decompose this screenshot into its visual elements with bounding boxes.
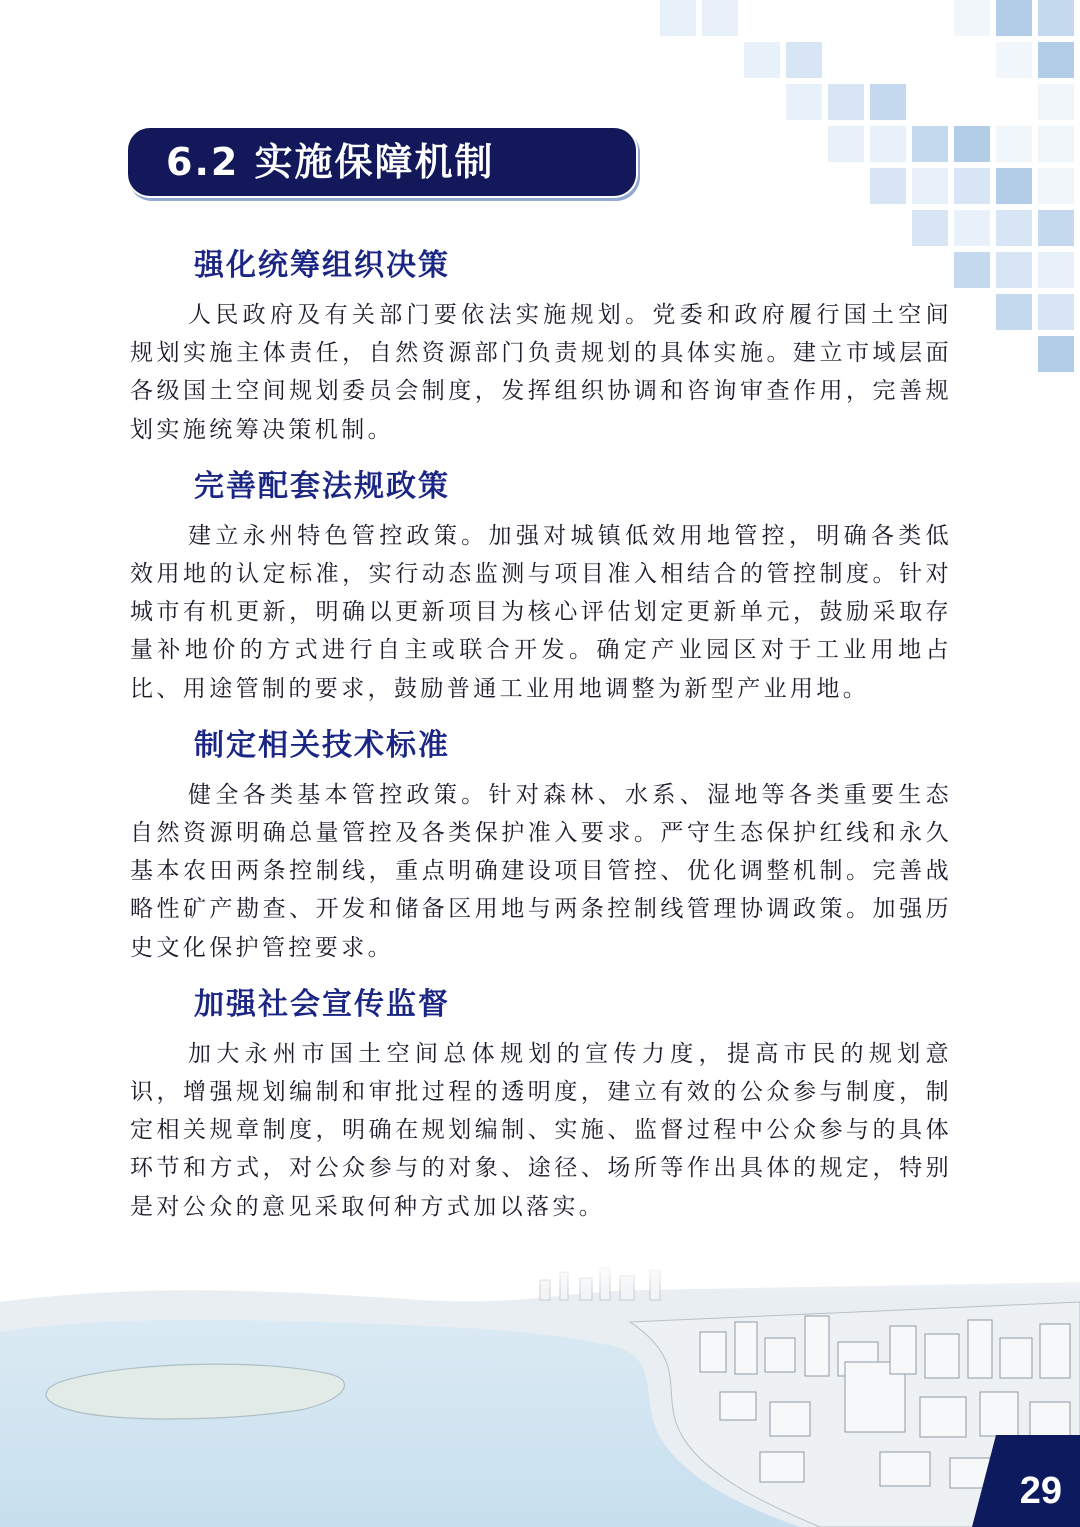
section-block [130, 722, 952, 967]
mosaic-tile [870, 84, 906, 120]
mosaic-tile [870, 168, 906, 204]
section-block [130, 242, 952, 449]
mosaic-tile [912, 210, 948, 246]
section-block [130, 981, 952, 1226]
mosaic-tile [996, 0, 1032, 36]
mosaic-tile [1038, 0, 1074, 36]
section-heading: 制定相关技术标准 [194, 727, 450, 763]
section-block [130, 463, 952, 708]
mosaic-tile [996, 210, 1032, 246]
mosaic-tile [1038, 294, 1074, 330]
section-paragraph: 健全各类基本管控政策。针对森林、水系、湿地等各类重要生态自然资源明确总量管控及各类保护准入要求。严守生态保护红线和永久基本农田两条控制线，重点明确建设项目管控、优化调整机制。完善战略性矿产勘查、开发和储备区用地与两条控制线管理协调政策。加强历史文化保护管控要求。 [130, 781, 952, 961]
mosaic-tile [996, 126, 1032, 162]
mosaic-tile [786, 42, 822, 78]
mosaic-tile [954, 252, 990, 288]
content-area [130, 242, 952, 1240]
mosaic-tile [1038, 252, 1074, 288]
page-number: 29 [1019, 1470, 1062, 1512]
mosaic-tile [954, 126, 990, 162]
section-heading: 加强社会宣传监督 [194, 986, 450, 1022]
mosaic-tile [660, 0, 696, 36]
section-heading: 完善配套法规政策 [194, 468, 450, 504]
section-paragraph: 人民政府及有关部门要依法实施规划。党委和政府履行国土空间规划实施主体责任，自然资源部门负责规划的具体实施。建立市域层面各级国土空间规划委员会制度，发挥组织协调和咨询审查作用，完善规划实施统筹决策机制。 [130, 302, 952, 443]
mosaic-tile [954, 210, 990, 246]
section-paragraph: 加大永州市国土空间总体规划的宣传力度，提高市民的规划意识，增强规划编制和审批过程的透明度，建立有效的公众参与制度，制定相关规章制度，明确在规划编制、实施、监督过程中公众参与的具体环节和方式，对公众参与的对象、途径、场所等作出具体的规定，特别是对公众的意见采取何种方式加以落实。 [130, 1040, 952, 1220]
mosaic-tile [912, 168, 948, 204]
mosaic-tile [870, 126, 906, 162]
mosaic-tile [1038, 210, 1074, 246]
section-heading: 强化统筹组织决策 [194, 248, 450, 283]
mosaic-tile [744, 42, 780, 78]
mosaic-tile [1038, 168, 1074, 204]
mosaic-tile [702, 0, 738, 36]
mosaic-tile [1038, 42, 1074, 78]
section-title: 6.2 实施保障机制 [166, 140, 495, 184]
mosaic-tile [954, 168, 990, 204]
mosaic-tile [1038, 84, 1074, 120]
mosaic-tile [828, 126, 864, 162]
mosaic-tile [912, 126, 948, 162]
mosaic-tile [996, 42, 1032, 78]
mosaic-tile [786, 84, 822, 120]
mosaic-tile [996, 252, 1032, 288]
mosaic-tile [996, 168, 1032, 204]
mosaic-tile [1038, 336, 1074, 372]
mosaic-tile [996, 294, 1032, 330]
mosaic-tile [954, 0, 990, 36]
section-title-bar [128, 128, 636, 196]
city-river-illustration [0, 1262, 1080, 1527]
section-paragraph: 建立永州特色管控政策。加强对城镇低效用地管控，明确各类低效用地的认定标准，实行动态监测与项目准入相结合的管控制度。针对城市有机更新，明确以更新项目为核心评估划定更新单元，鼓励采取存量补地价的方式进行自主或联合开发。确定产业园区对于工业用地占比、用途管制的要求，鼓励普通工业用地调整为新型产业用地。 [130, 522, 952, 702]
mosaic-tile [1038, 126, 1074, 162]
mosaic-tile [828, 84, 864, 120]
